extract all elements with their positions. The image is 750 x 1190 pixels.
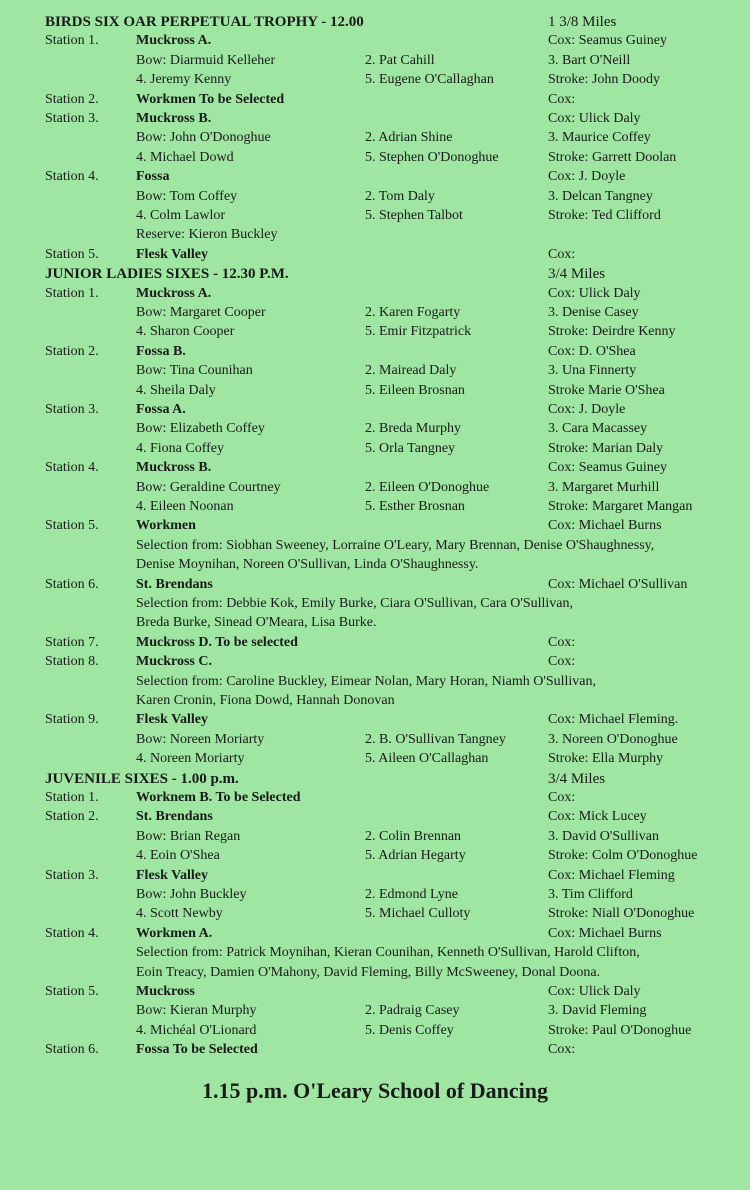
cox-name: Cox: Mick Lucey [548,809,647,825]
rower-name: Reserve: Kieron Buckley [136,227,278,243]
rower-name: 2. Eileen O'Donoghue [365,479,490,495]
rower-name: Stroke: Ella Murphy [548,751,664,767]
crew-name: Fossa A. [136,402,186,417]
station-number: Station 4. [45,925,99,941]
crew-line [0,846,750,866]
rower-name: 4. Scott Newby [136,906,223,922]
station-number: Station 7. [45,634,99,650]
crew-name: St. Brendans [136,809,213,825]
selection-line [0,672,750,692]
rower-name: Bow: John Buckley [136,887,247,902]
rower-name: 2. Karen Fogarty [365,305,461,320]
cox-name: Cox: Seamus Guiney [548,460,667,476]
rower-name: Stroke: Paul O'Donoghue [548,1022,692,1038]
rower-name: 2. Pat Cahill [365,52,435,68]
crew-line [0,730,750,750]
crew-name: Flesk Valley [136,712,208,728]
rower-name: 2. Colin Brennan [365,828,462,844]
rower-name: Bow: Noreen Moriarty [136,731,265,747]
selection-line [0,963,750,983]
station-number: Station 6. [45,576,99,592]
rower-name: 5. Esther Brosnan [365,499,465,514]
rower-name: 3. David Fleming [548,1003,647,1019]
crew-name: Muckross A. [136,33,212,49]
crew-name: Muckross C. [136,654,212,670]
crew-line [0,497,750,517]
rower-name: 4. Sheila Daly [136,382,216,398]
station-row [0,710,750,730]
rower-name: 4. Michéal O'Lionard [136,1022,257,1038]
rower-name: 3. David O'Sullivan [548,828,660,844]
crew-line [0,225,750,245]
rower-name: Bow: Tina Counihan [136,363,253,379]
cox-name: Cox: [548,91,576,107]
crew-line [0,303,750,323]
station-row [0,400,750,420]
cox-name: Cox: Seamus Guiney [548,33,667,49]
rower-name: 4. Colm Lawlor [136,208,226,223]
rower-name: Bow: John O'Donoghue [136,130,271,146]
rower-name: Stroke: Colm O'Donoghue [548,848,698,864]
rower-name: 5. Stephen O'Donoghue [365,149,499,165]
rower-name: 2. B. O'Sullivan Tangney [365,731,506,747]
crew-line [0,70,750,90]
rower-name: 3. Margaret Murhill [548,479,660,495]
rower-name: 3. Delcan Tangney [548,188,653,204]
race-distance: 3/4 Miles [548,770,606,787]
race-heading [0,769,750,789]
cox-name: Cox: Ulick Daly [548,285,641,301]
crew-line [0,904,750,924]
rower-name: 4. Sharon Cooper [136,324,235,340]
cox-name: Cox: J. Doyle [548,169,626,185]
rower-name: Stroke: Deirdre Kenny [548,324,676,340]
rower-name: Stroke: John Doody [548,72,660,88]
rower-name: 4. Noreen Moriarty [136,751,245,767]
rower-name: Bow: Kieran Murphy [136,1003,257,1019]
rower-name: 4. Michael Dowd [136,149,234,165]
race-title: BIRDS SIX OAR PERPETUAL TROPHY - 12.00 [45,14,364,30]
station-row [0,633,750,653]
station-number: Station 2. [45,343,99,359]
rower-name: 5. Adrian Hegarty [365,848,466,864]
rower-name: 3. Cara Macassey [548,421,648,437]
rower-name: 5. Orla Tangney [365,440,456,456]
crew-line [0,749,750,769]
rower-name: 3. Bart O'Neill [548,52,631,68]
station-row [0,167,750,187]
cox-name: Cox: Michael Fleming [548,867,675,883]
cox-name: Cox: Michael O'Sullivan [548,576,688,592]
station-number: Station 6. [45,1042,99,1058]
rower-name: Stroke: Marian Daly [548,440,664,456]
rower-name: Bow: Elizabeth Coffey [136,421,265,437]
rower-name: 3. Una Finnerty [548,363,637,379]
station-number: Station 4. [45,460,99,476]
crew-line [0,206,750,226]
station-number: Station 8. [45,654,99,670]
race-distance: 3/4 Miles [548,266,606,283]
station-row [0,342,750,362]
crew-line [0,1021,750,1041]
crew-line [0,419,750,439]
rower-name: 4. Eoin O'Shea [136,848,220,864]
station-row [0,652,750,672]
station-row [0,31,750,51]
station-row [0,575,750,595]
station-number: Station 2. [45,91,99,107]
station-row [0,90,750,110]
crew-name: Fossa [136,169,170,185]
station-row [0,924,750,944]
rower-name: Bow: Tom Coffey [136,188,238,204]
crew-line [0,439,750,459]
crew-line [0,381,750,401]
station-number: Station 1. [45,285,99,301]
cox-name: Cox: D. O'Shea [548,343,636,359]
selection-text: Selection from: Patrick Moynihan, Kieran Counihan, Kenneth O'Sullivan, Harold Clifton, [136,945,640,961]
cox-name: Cox: Michael Burns [548,518,662,534]
race-distance: 1 3/8 Miles [548,14,617,30]
rower-name: 5. Michael Culloty [365,906,471,922]
crew-name: Worknem B. To be Selected [136,790,301,805]
rower-name: Stroke: Garrett Doolan [548,149,677,165]
rower-name: Bow: Brian Regan [136,828,241,844]
crew-line [0,1001,750,1021]
cox-name: Cox: Michael Fleming. [548,712,679,728]
crew-line [0,51,750,71]
rower-name: 5. Emir Fitzpatrick [365,324,472,340]
cox-name: Cox: Ulick Daly [548,111,641,126]
selection-line [0,613,750,633]
rower-name: 3. Denise Casey [548,305,639,320]
rower-name: 3. Tim Clifford [548,887,633,902]
rower-name: 3. Noreen O'Donoghue [548,731,678,747]
selection-text: Selection from: Siobhan Sweeney, Lorraine O'Leary, Mary Brennan, Denise O'Shaughnessy, [136,537,655,553]
station-number: Station 9. [45,712,99,728]
rower-name: 4. Fiona Coffey [136,440,225,456]
crew-name: Fossa To be Selected [136,1042,258,1058]
rower-name: Stroke Marie O'Shea [548,382,665,398]
crew-name: Muckross B. [136,460,212,476]
selection-text: Karen Cronin, Fiona Dowd, Hannah Donovan [136,693,395,708]
crew-line [0,478,750,498]
station-number: Station 5. [45,518,99,534]
crew-name: Muckross A. [136,285,212,301]
cox-name: Cox: [548,246,576,262]
crew-name: Muckross [136,984,195,999]
station-row [0,982,750,1002]
selection-text: Eoin Treacy, Damien O'Mahony, David Fleming, Billy McSweeney, Donal Doona. [136,964,601,980]
crew-line [0,885,750,905]
station-row [0,458,750,478]
rower-name: 2. Mairead Daly [365,363,457,379]
rower-name: 2. Edmond Lyne [365,887,458,902]
rower-name: 2. Tom Daly [365,188,435,204]
rower-name: Stroke: Niall O'Donoghue [548,906,695,922]
rower-name: Stroke: Ted Clifford [548,208,661,223]
station-row [0,788,750,808]
rower-name: Stroke: Margaret Mangan [548,499,693,514]
rower-name: 5. Aileen O'Callaghan [365,751,489,767]
rower-name: 2. Adrian Shine [365,130,453,146]
crew-name: Muckross B. [136,111,212,126]
station-row [0,245,750,265]
cox-name: Cox: Michael Burns [548,925,662,941]
cox-name: Cox: [548,634,576,650]
cox-name: Cox: Ulick Daly [548,984,641,999]
station-row [0,516,750,536]
race-heading [0,264,750,284]
selection-text: Selection from: Caroline Buckley, Eimear Nolan, Mary Horan, Niamh O'Sullivan, [136,673,597,689]
station-row [0,1040,750,1060]
selection-line [0,691,750,711]
station-row [0,807,750,827]
crew-line [0,322,750,342]
rower-name: 5. Eugene O'Callaghan [365,72,494,88]
station-row [0,284,750,304]
rower-name: 4. Jeremy Kenny [136,72,232,88]
dancing-announcement: 1.15 p.m. O'Leary School of Dancing [202,1078,548,1103]
station-number: Station 3. [45,111,99,126]
cox-name: Cox: [548,654,576,670]
rower-name: 5. Eileen Brosnan [365,382,465,398]
rower-name: 2. Padraig Casey [365,1003,460,1019]
crew-name: Fossa B. [136,343,186,359]
cox-name: Cox: [548,1042,576,1058]
selection-line [0,536,750,556]
rower-name: 5. Stephen Talbot [365,208,463,223]
crew-name: Muckross D. To be selected [136,634,298,650]
station-number: Station 3. [45,402,99,417]
rower-name: Bow: Diarmuid Kelleher [136,52,276,68]
race-title: JUVENILE SIXES - 1.00 p.m. [45,770,239,787]
rower-name: 5. Denis Coffey [365,1022,454,1038]
crew-line [0,187,750,207]
cox-name: Cox: J. Doyle [548,402,626,417]
selection-text: Breda Burke, Sinead O'Meara, Lisa Burke. [136,615,377,631]
selection-text: Denise Moynihan, Noreen O'Sullivan, Linda O'Shaughnessy. [136,557,479,573]
crew-name: Workmen To be Selected [136,91,285,107]
crew-name: Workmen [136,518,196,534]
rower-name: 4. Eileen Noonan [136,499,234,514]
rower-name: 2. Breda Murphy [365,421,462,437]
crew-line [0,148,750,168]
crew-name: St. Brendans [136,576,213,592]
selection-line [0,594,750,614]
crew-line [0,361,750,381]
station-number: Station 4. [45,169,99,185]
crew-line [0,827,750,847]
station-row [0,866,750,886]
selection-line [0,555,750,575]
crew-line [0,128,750,148]
crew-name: Workmen A. [136,925,213,941]
station-number: Station 5. [45,984,99,999]
race-heading [0,12,750,32]
selection-line [0,943,750,963]
cox-name: Cox: [548,790,576,805]
rower-name: Bow: Margaret Cooper [136,305,266,320]
rower-name: 3. Maurice Coffey [548,130,651,146]
crew-name: Flesk Valley [136,246,208,262]
station-number: Station 5. [45,246,99,262]
selection-text: Selection from: Debbie Kok, Emily Burke, Ciara O'Sullivan, Cara O'Sullivan, [136,596,574,611]
station-number: Station 1. [45,33,99,49]
station-row [0,109,750,129]
station-number: Station 2. [45,809,99,825]
station-number: Station 3. [45,867,99,883]
rower-name: Bow: Geraldine Courtney [136,479,281,495]
crew-name: Flesk Valley [136,867,208,883]
station-number: Station 1. [45,790,99,805]
race-title: JUNIOR LADIES SIXES - 12.30 P.M. [45,266,289,283]
